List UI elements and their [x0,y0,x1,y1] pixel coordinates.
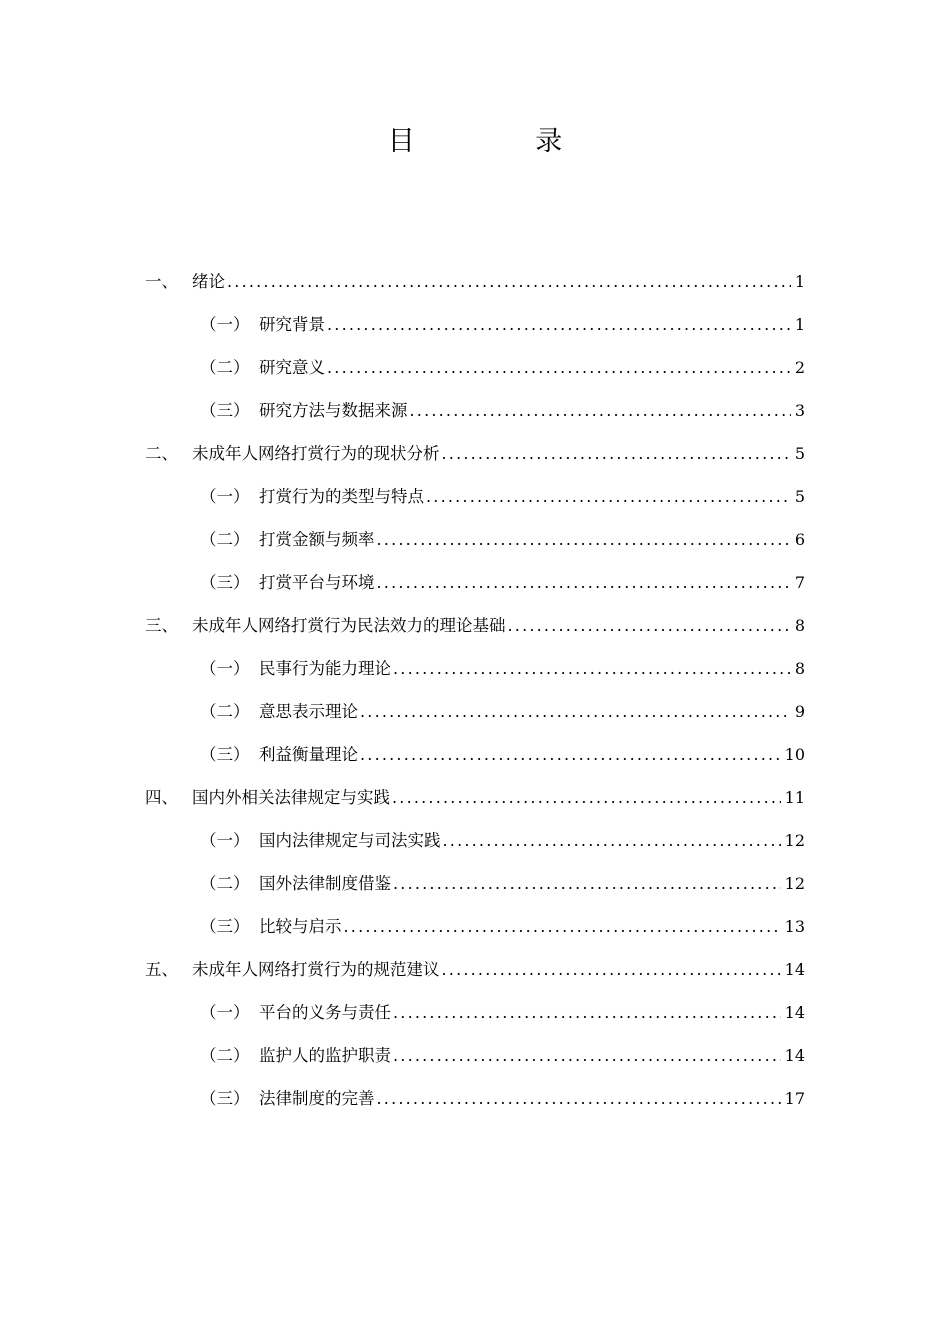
toc-leader-dots [508,616,791,635]
toc-entry-section[interactable] [0,344,950,387]
toc-entry-page: 13 [784,916,805,936]
toc-leader-dots [344,917,781,936]
toc-entry-section[interactable] [0,860,950,903]
toc-entry-page: 1 [794,271,805,291]
toc-entry-chapter[interactable] [0,946,950,989]
toc-entry-number: （二） [200,1045,250,1065]
toc-entry-title: 国内法律规定与司法实践 [259,830,441,850]
toc-entry-chapter[interactable] [0,602,950,645]
toc-entry-section[interactable] [0,473,950,516]
toc-entry-title: 打赏金额与频率 [259,529,375,549]
toc-entry-title: 法律制度的完善 [259,1088,375,1108]
toc-entry-title: 未成年人网络打赏行为的现状分析 [192,443,440,463]
toc-entry-page: 2 [794,357,805,377]
toc-entry-section[interactable] [0,645,950,688]
toc-entry-title: 绪论 [192,271,225,291]
toc-entry-page: 12 [784,873,805,893]
toc-leader-dots [227,272,791,291]
toc-leader-dots [393,874,781,893]
toc-entry-number: （一） [200,486,250,506]
toc-entry-title: 民事行为能力理论 [259,658,391,678]
toc-entry-page: 7 [794,572,805,592]
toc-entry-page: 5 [794,443,805,463]
toc-entry-title: 未成年人网络打赏行为民法效力的理论基础 [192,615,506,635]
toc-entry-title: 研究背景 [259,314,325,334]
toc-entry-number: （一） [200,1002,250,1022]
toc-entry-number: （二） [200,701,250,721]
toc-entry-section[interactable] [0,301,950,344]
toc-entry-section[interactable] [0,903,950,946]
toc-leader-dots [360,702,791,721]
toc-entry-title: 利益衡量理论 [259,744,358,764]
toc-leader-dots [426,487,791,506]
toc-leader-dots [442,444,791,463]
toc-entry-section[interactable] [0,516,950,559]
toc-entry-page: 8 [794,615,805,635]
toc-entry-page: 14 [784,959,805,979]
toc-entry-section[interactable] [0,989,950,1032]
toc-entry-title: 比较与启示 [259,916,342,936]
toc-entry-number: （三） [200,744,250,764]
toc-entry-title: 监护人的监护职责 [259,1045,391,1065]
toc-leader-dots [443,831,781,850]
toc-entry-section[interactable] [0,559,950,602]
toc-entry-number: 四、 [145,787,178,807]
toc-entry-number: （二） [200,529,250,549]
toc-leader-dots [377,530,791,549]
toc-entry-page: 14 [784,1002,805,1022]
toc-leader-dots [377,1089,781,1108]
toc-entry-page: 10 [784,744,805,764]
toc-leader-dots [393,1046,781,1065]
toc-entry-number: （一） [200,658,250,678]
toc-leader-dots [410,401,791,420]
toc-entry-page: 14 [784,1045,805,1065]
toc-entry-chapter[interactable] [0,430,950,473]
toc-leader-dots [377,573,791,592]
toc-entry-number: 五、 [145,959,178,979]
toc-entry-number: （一） [200,314,250,334]
toc-entry-number: （三） [200,572,250,592]
toc-entry-number: 二、 [145,443,178,463]
toc-leader-dots [360,745,781,764]
toc-entry-page: 6 [794,529,805,549]
toc-entry-title: 意思表示理论 [259,701,358,721]
toc-entry-section[interactable] [0,688,950,731]
toc-entry-page: 11 [784,787,805,807]
toc-entry-number: （三） [200,1088,250,1108]
toc-leader-dots [393,1003,781,1022]
toc-entry-title: 研究意义 [259,357,325,377]
toc-entry-title: 国外法律制度借鉴 [259,873,391,893]
toc-entry-number: 三、 [145,615,178,635]
toc-entry-section[interactable] [0,1032,950,1075]
toc-entry-chapter[interactable] [0,774,950,817]
toc-entry-number: （三） [200,916,250,936]
toc-entry-chapter[interactable] [0,258,950,301]
toc-entry-page: 5 [794,486,805,506]
toc-entry-number: （二） [200,873,250,893]
toc-entry-page: 12 [784,830,805,850]
toc-entry-section[interactable] [0,1075,950,1118]
toc-leader-dots [392,788,781,807]
toc-entry-number: （二） [200,357,250,377]
toc-entry-page: 9 [794,701,805,721]
toc-entry-section[interactable] [0,731,950,774]
toc-leader-dots [327,358,791,377]
toc-entry-title: 打赏平台与环境 [259,572,375,592]
toc-entry-section[interactable] [0,817,950,860]
toc-entry-title: 国内外相关法律规定与实践 [192,787,390,807]
toc-entry-section[interactable] [0,387,950,430]
toc-entry-number: （一） [200,830,250,850]
toc-entry-title: 未成年人网络打赏行为的规范建议 [192,959,440,979]
toc-entry-page: 1 [794,314,805,334]
toc-entry-page: 17 [784,1088,805,1108]
toc-entry-title: 研究方法与数据来源 [259,400,408,420]
toc-list [0,258,950,1118]
toc-leader-dots [442,960,781,979]
toc-leader-dots [327,315,791,334]
toc-entry-page: 8 [794,658,805,678]
toc-entry-number: 一、 [145,271,178,291]
toc-entry-title: 平台的义务与责任 [259,1002,391,1022]
toc-entry-title: 打赏行为的类型与特点 [259,486,424,506]
toc-title: 目 录 [387,126,619,157]
toc-entry-page: 3 [794,400,805,420]
toc-entry-number: （三） [200,400,250,420]
toc-leader-dots [393,659,791,678]
